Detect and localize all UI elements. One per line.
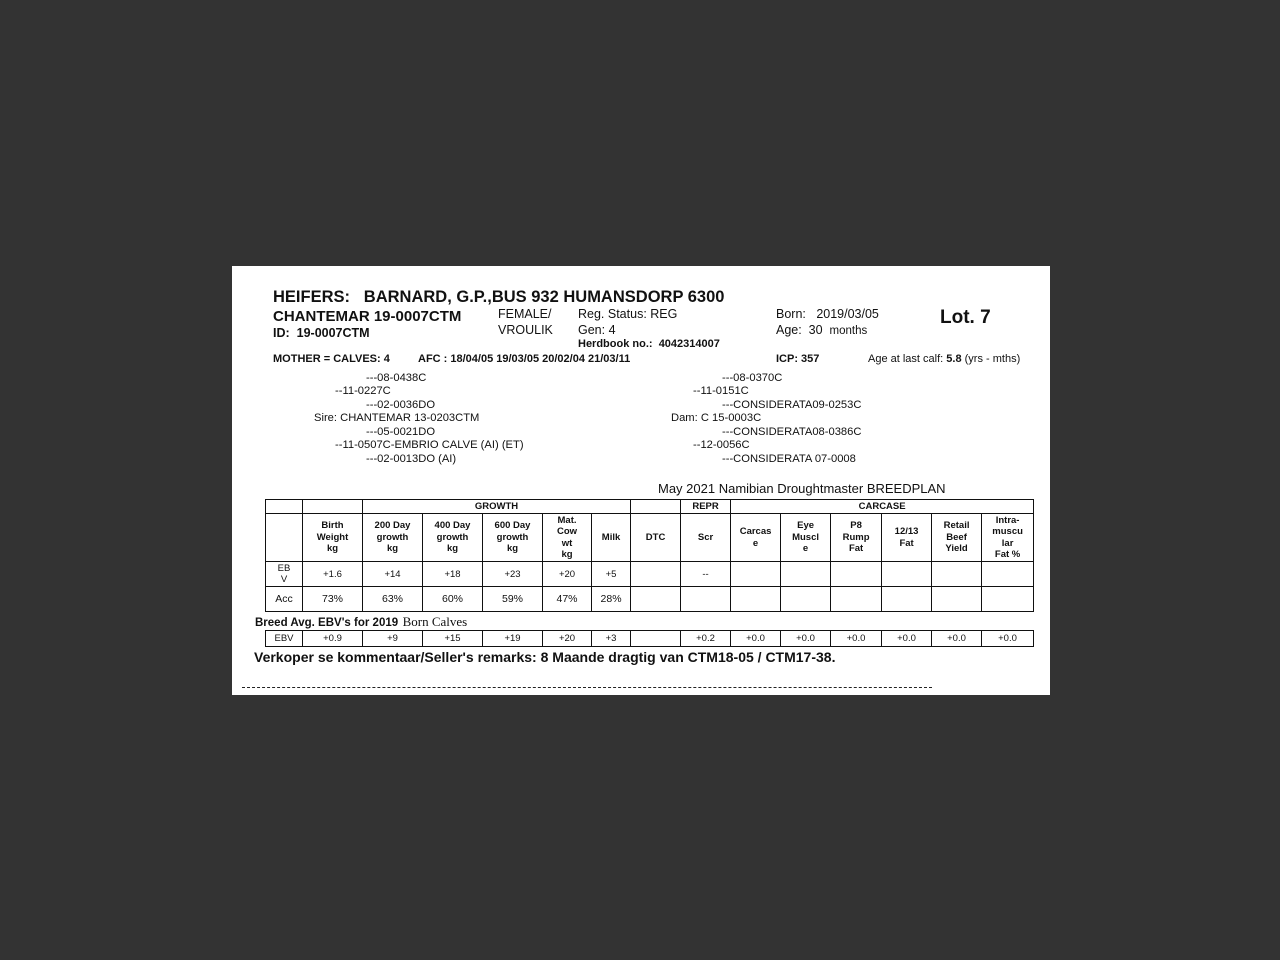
ebv-value-cell: +18 (423, 562, 483, 587)
column-header (543, 514, 592, 562)
ebv-value-cell (731, 562, 781, 587)
ebv-value-cell: +14 (363, 562, 423, 587)
column-header (731, 514, 781, 562)
column-header-line: Retail (943, 520, 970, 532)
sex-line2: VROULIK (498, 323, 553, 337)
column-header-line: 200 Day (374, 520, 411, 532)
column-header-line: kg (326, 543, 339, 555)
blank-cell (266, 500, 303, 514)
column-header-line: kg (386, 543, 399, 555)
ebv-value-cell (631, 562, 681, 587)
acc-value-cell: 63% (363, 587, 423, 612)
column-header-line: Birth (321, 520, 344, 532)
column-header (831, 514, 882, 562)
acc-value-cell: 59% (483, 587, 543, 612)
column-header-line: Muscl (792, 531, 820, 543)
pedigree-sire: Sire: CHANTEMAR 13-0203CTM (314, 412, 480, 424)
born-label: Born: (776, 307, 806, 321)
acc-value-cell: 73% (303, 587, 363, 612)
breed-avg-row (266, 631, 1034, 647)
column-header-line: Yield (945, 543, 968, 555)
ebv-value-cell: +20 (543, 562, 592, 587)
acc-value-cell (982, 587, 1034, 612)
column-header (681, 514, 731, 562)
breed-avg-value-cell: +0.2 (681, 631, 731, 647)
reg-status: Reg. Status: REG (578, 307, 678, 321)
pedigree-sire-line: ---08-0438C (366, 372, 427, 384)
column-header-line: P8 (850, 520, 862, 532)
column-header-line: Fat (848, 543, 864, 555)
pedigree-dam-line: ---CONSIDERATA08-0386C (722, 426, 862, 438)
ebv-table (265, 499, 1034, 612)
breed-avg-table (265, 630, 1034, 647)
group-growth: GROWTH (363, 500, 631, 514)
breedplan-title: May 2021 Namibian Droughtmaster BREEDPLAN (658, 481, 946, 496)
seller-remarks: Verkoper se kommentaar/Seller's remarks: 8 Maande dragtig van CTM18-05 / CTM17-38. (254, 649, 836, 665)
column-header-line: 400 Day (434, 520, 471, 532)
column-header-line: kg (446, 543, 459, 555)
column-header-line: Mat. (557, 514, 577, 526)
column-header-line: Rump (842, 531, 870, 543)
id-value: 19-0007CTM (296, 326, 370, 340)
animal-name: CHANTEMAR 19-0007CTM (273, 308, 462, 325)
group-header-row (266, 500, 1034, 514)
column-header-line: Beef (946, 531, 967, 543)
blank-cell (303, 500, 363, 514)
group-carcase: CARCASE (731, 500, 1034, 514)
age (776, 323, 867, 337)
acc-value-cell (681, 587, 731, 612)
column-header-line: kg (506, 543, 519, 555)
age-at-last-calf (868, 353, 1020, 365)
column-header-line: e (752, 537, 759, 549)
pedigree-sire-line: ---02-0036DO (366, 399, 436, 411)
column-header (982, 514, 1034, 562)
breed-avg-value-cell: +15 (423, 631, 483, 647)
ebv-value-cell (882, 562, 932, 587)
pedigree-dam-line: ---CONSIDERATA09-0253C (722, 399, 862, 411)
breed-avg-value-cell: +19 (483, 631, 543, 647)
column-header-line: growth (496, 531, 529, 543)
column-header (932, 514, 982, 562)
column-header (592, 514, 631, 562)
acc-value-cell (831, 587, 882, 612)
age-value: 30 (808, 323, 823, 337)
column-header-line: Scr (697, 531, 714, 543)
column-header-line: e (802, 543, 809, 555)
ebv-value-cell: +1.6 (303, 562, 363, 587)
column-header-row (266, 514, 1034, 562)
blank-cell (631, 500, 681, 514)
column-header-line: wt (561, 537, 573, 549)
column-header-line: Carcas (739, 526, 772, 537)
pedigree-dam-line: --12-0056C (693, 439, 750, 451)
column-header-line: growth (376, 531, 409, 543)
category: HEIFERS: (273, 288, 351, 306)
breed-avg-value-cell: +9 (363, 631, 423, 647)
age-last-calf-unit: (yrs - mths) (964, 353, 1021, 365)
sex-line1: FEMALE/ (498, 307, 552, 321)
breed-avg-value-cell: +0.0 (831, 631, 882, 647)
breed-avg-title-serif: Born Calves (402, 614, 468, 629)
column-header-line: Weight (316, 531, 349, 543)
breed-avg-value-cell: +0.0 (781, 631, 831, 647)
pedigree-dam-line: ---08-0370C (722, 372, 783, 384)
acc-value-cell: 28% (592, 587, 631, 612)
blank-cell (266, 514, 303, 562)
breed-avg-value-cell: +0.0 (932, 631, 982, 647)
breed-avg-value-cell: +3 (592, 631, 631, 647)
breed-avg-label: EBV (266, 631, 303, 647)
ebv-value-cell (932, 562, 982, 587)
acc-value-cell: 60% (423, 587, 483, 612)
generation: Gen: 4 (578, 323, 616, 337)
column-header (631, 514, 681, 562)
column-header (303, 514, 363, 562)
breed-avg-value-cell: +0.9 (303, 631, 363, 647)
pedigree-sire-line: ---02-0013DO (AI) (366, 453, 457, 465)
pedigree-sire-line: ---05-0021DO (366, 426, 436, 438)
acc-row-label: Acc (266, 587, 303, 612)
ebv-value-cell (831, 562, 882, 587)
pedigree-dam-line: ---CONSIDERATA 07-0008 (722, 453, 856, 465)
acc-row (266, 587, 1034, 612)
herdbook-number (578, 338, 720, 350)
breed-avg-value-cell (631, 631, 681, 647)
column-header-line: DTC (645, 531, 666, 543)
ebv-value-cell: +23 (483, 562, 543, 587)
ebv-value-cell (781, 562, 831, 587)
breed-avg-value-cell: +0.0 (982, 631, 1034, 647)
acc-value-cell (631, 587, 681, 612)
mother-afc: AFC : 18/04/05 19/03/05 20/02/04 21/03/11 (418, 353, 631, 365)
mother-calves: MOTHER = CALVES: 4 (273, 353, 390, 365)
pedigree-sire-line: --11-0227C (335, 385, 391, 397)
dashed-separator (242, 687, 932, 688)
column-header-line: 600 Day (494, 520, 531, 532)
breed-avg-value-cell: +20 (543, 631, 592, 647)
pedigree-dam: Dam: C 15-0003C (671, 412, 762, 424)
herdbook-value: 4042314007 (658, 338, 720, 350)
mother-icp: ICP: 357 (776, 353, 820, 365)
ebv-row-label: EB V (266, 562, 303, 587)
acc-value-cell (882, 587, 932, 612)
column-header-line: Eye (797, 520, 815, 532)
breeder: BARNARD, G.P.,BUS 932 HUMANSDORP 6300 (363, 288, 725, 306)
column-header (882, 514, 932, 562)
breed-avg-title-bold: Breed Avg. EBV's for 2019 (255, 617, 399, 629)
herdbook-label: Herdbook no.: (578, 338, 653, 350)
ebv-value-cell: -- (681, 562, 731, 587)
column-header-line: Fat (899, 537, 914, 549)
acc-value-cell (731, 587, 781, 612)
column-header-line: kg (561, 549, 573, 560)
column-header-line: 12/13 (894, 526, 919, 537)
pedigree-dam-line: --11-0151C (693, 385, 749, 397)
sale-catalogue-page (232, 266, 1050, 695)
column-header-line: lar (1001, 537, 1014, 549)
column-header (781, 514, 831, 562)
age-unit: months (829, 325, 868, 337)
breed-avg-value-cell: +0.0 (731, 631, 781, 647)
breed-avg-title (255, 613, 467, 631)
born-value: 2019/03/05 (816, 307, 879, 321)
column-header-line: Intra- (995, 514, 1020, 526)
column-header-line: Fat % (994, 549, 1021, 560)
column-header (483, 514, 543, 562)
pedigree-sire-line: --11-0507C-EMBRIO CALVE (AI) (ET) (335, 439, 524, 451)
ebv-row (266, 562, 1034, 587)
acc-value-cell (932, 587, 982, 612)
column-header-line: muscu (992, 526, 1023, 537)
age-last-calf-value: 5.8 (946, 353, 962, 365)
age-label: Age: (776, 323, 802, 337)
group-repr: REPR (681, 500, 731, 514)
ebv-value-cell: +5 (592, 562, 631, 587)
animal-id (273, 326, 370, 340)
acc-value-cell (781, 587, 831, 612)
category-breeder-line (273, 288, 724, 307)
column-header-line: Cow (556, 526, 578, 537)
lot-number: Lot. 7 (940, 307, 991, 328)
id-label: ID: (273, 326, 290, 340)
column-header (363, 514, 423, 562)
column-header (423, 514, 483, 562)
ebv-value-cell (982, 562, 1034, 587)
column-header-line: growth (436, 531, 469, 543)
breed-avg-value-cell: +0.0 (882, 631, 932, 647)
column-header-line: Milk (601, 531, 621, 543)
age-last-calf-label: Age at last calf: (868, 353, 944, 365)
born-date (776, 307, 879, 321)
acc-value-cell: 47% (543, 587, 592, 612)
